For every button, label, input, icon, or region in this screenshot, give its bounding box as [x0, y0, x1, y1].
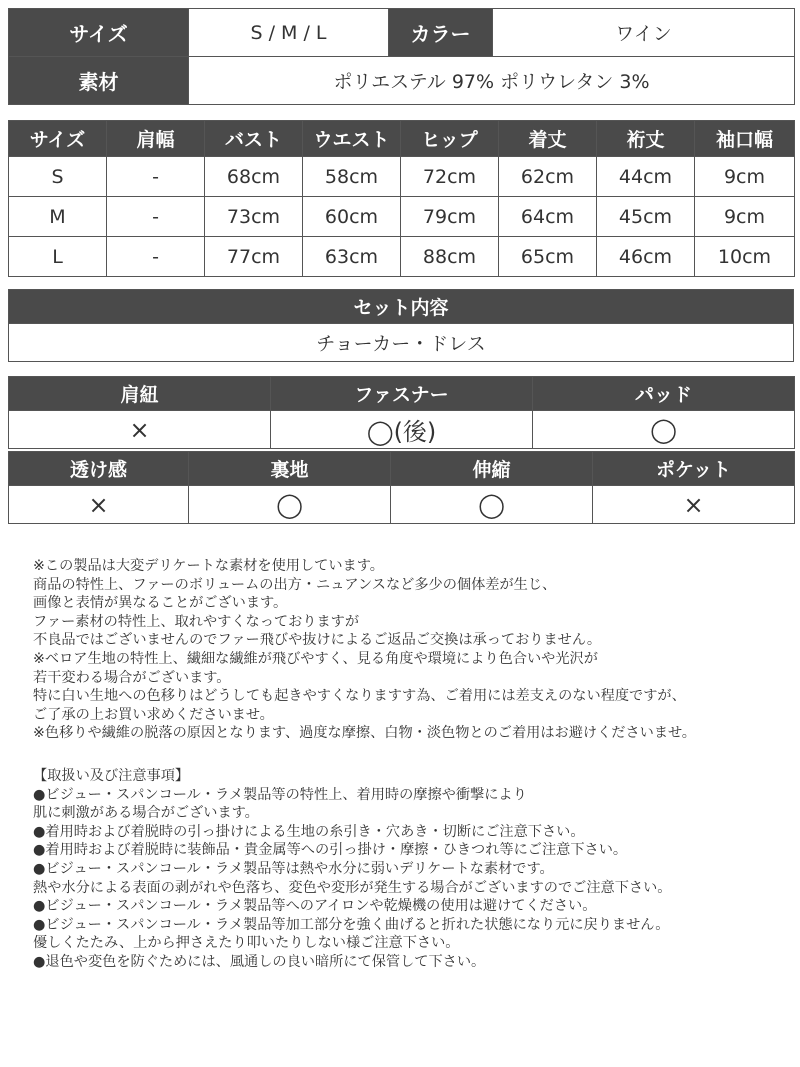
- table-cell: -: [107, 237, 205, 277]
- note-line: 若干変わる場合がございます。: [33, 669, 231, 686]
- note-line: 特に白い生地への色移りはどうしても起きやすくなりますす為、ご着用には差支えのない程度ですが、: [33, 688, 686, 705]
- table-cell: 65cm: [499, 237, 597, 277]
- table-cell: 46cm: [597, 237, 695, 277]
- note-heading: 【取扱い及び注意事項】: [33, 768, 190, 784]
- table-cell: S: [9, 157, 107, 197]
- note-line: ●ビジュー・スパンコール・ラメ製品等へのアイロンや乾燥機の使用は避けてください。: [33, 898, 597, 915]
- zipper-value: ◯(後): [271, 411, 533, 449]
- table-cell: 73cm: [205, 197, 303, 237]
- header-cell: 裄丈: [597, 121, 695, 157]
- note-line: 優しくたたみ、上から押さえたり叩いたりしない様ご注意下さい。: [33, 935, 460, 952]
- note-line: 熱や水分による表面の剥がれや色落ち、変色や変形が発生する場合がございますのでご注意下さい。: [33, 879, 672, 896]
- note-line: ●着用時および着脱時に装飾品・貴金属等への引っ掛け・摩擦・ひきつれ等にご注意下さい。: [33, 842, 628, 859]
- note-line: ●退色や変色を防ぐためには、風通しの良い暗所にて保管して下さい。: [33, 953, 486, 970]
- table-cell: 60cm: [303, 197, 401, 237]
- stretch-label: 伸縮: [391, 452, 593, 486]
- table-cell: 77cm: [205, 237, 303, 277]
- stretch-value: ◯: [391, 486, 593, 524]
- material-label: 素材: [9, 57, 189, 105]
- table-cell: 45cm: [597, 197, 695, 237]
- header-cell: ウエスト: [303, 121, 401, 157]
- note-line: 肌に刺激がある場合がございます。: [33, 805, 259, 822]
- color-value: ワイン: [493, 9, 795, 57]
- set-table: [8, 289, 794, 362]
- size-label: サイズ: [9, 9, 189, 57]
- header-cell: サイズ: [9, 121, 107, 157]
- pocket-value: ×: [593, 486, 795, 524]
- sheer-label: 透け感: [9, 452, 189, 486]
- set-label: セット内容: [9, 290, 794, 324]
- table-cell: 68cm: [205, 157, 303, 197]
- spec-table: [8, 8, 795, 105]
- note-line: ※色移りや繊維の脱落の原因となります、過度な摩擦、白物・淡色物とのご着用はお避けくださいませ。: [33, 725, 696, 742]
- table-cell: L: [9, 237, 107, 277]
- note-line: ファー素材の特性上、取れやすくなっておりますが: [33, 613, 360, 630]
- table-cell: -: [107, 197, 205, 237]
- header-cell: ヒップ: [401, 121, 499, 157]
- table-cell: 9cm: [695, 197, 795, 237]
- header-cell: バスト: [205, 121, 303, 157]
- note-line: ※ベロア生地の特性上、繊細な繊維が飛びやすく、見る角度や環境により色合いや光沢が: [33, 650, 598, 667]
- note-line: ●ビジュー・スパンコール・ラメ製品等加工部分を強く曲げると折れた状態になり元に戻りません。: [33, 916, 670, 933]
- table-cell: 79cm: [401, 197, 499, 237]
- table-cell: 44cm: [597, 157, 695, 197]
- features-table-1: [8, 376, 795, 449]
- zipper-label: ファスナー: [271, 377, 533, 411]
- header-cell: 袖口幅: [695, 121, 795, 157]
- pad-value: ◯: [533, 411, 795, 449]
- table-cell: 88cm: [401, 237, 499, 277]
- note-line: ●ビジュー・スパンコール・ラメ製品等の特性上、着用時の摩擦や衝撃により: [33, 786, 527, 803]
- table-cell: 62cm: [499, 157, 597, 197]
- note-line: 画像と表情が異なることがございます。: [33, 595, 288, 612]
- size-value: S / M / L: [189, 9, 389, 57]
- note-line: ご了承の上お買い求めくださいませ。: [33, 706, 274, 723]
- table-cell: 58cm: [303, 157, 401, 197]
- table-cell: -: [107, 157, 205, 197]
- material-value: ポリエステル 97% ポリウレタン 3%: [189, 57, 795, 105]
- pad-label: パッド: [533, 377, 795, 411]
- table-cell: 9cm: [695, 157, 795, 197]
- strap-label: 肩紐: [9, 377, 271, 411]
- features-table-2: [8, 451, 795, 524]
- table-cell: 63cm: [303, 237, 401, 277]
- lining-label: 裏地: [189, 452, 391, 486]
- table-cell: 72cm: [401, 157, 499, 197]
- pocket-label: ポケット: [593, 452, 795, 486]
- lining-value: ◯: [189, 486, 391, 524]
- table-row: [9, 157, 795, 197]
- care-notes: [33, 557, 696, 743]
- note-line: ●着用時および着脱時の引っ掛けによる生地の糸引き・穴あき・切断にご注意下さい。: [33, 823, 585, 840]
- table-cell: 10cm: [695, 237, 795, 277]
- size-table: [8, 120, 795, 277]
- table-cell: 64cm: [499, 197, 597, 237]
- size-table-header: [9, 121, 795, 157]
- table-row: [9, 197, 795, 237]
- strap-value: ×: [9, 411, 271, 449]
- note-line: ※この製品は大変デリケートな素材を使用しています。: [33, 558, 384, 574]
- table-cell: M: [9, 197, 107, 237]
- header-cell: 着丈: [499, 121, 597, 157]
- note-line: ●ビジュー・スパンコール・ラメ製品等は熱や水分に弱いデリケートな素材です。: [33, 860, 554, 877]
- note-line: 商品の特性上、ファーのボリュームの出方・ニュアンスなど多少の個体差が生じ、: [33, 576, 557, 593]
- table-row: [9, 237, 795, 277]
- header-cell: 肩幅: [107, 121, 205, 157]
- color-label: カラー: [389, 9, 493, 57]
- set-value: チョーカー・ドレス: [9, 324, 794, 362]
- sheer-value: ×: [9, 486, 189, 524]
- note-line: 不良品ではございませんのでファー飛びや抜けによるご返品ご交換は承っておりません。: [33, 632, 602, 649]
- handling-notes: [33, 767, 671, 972]
